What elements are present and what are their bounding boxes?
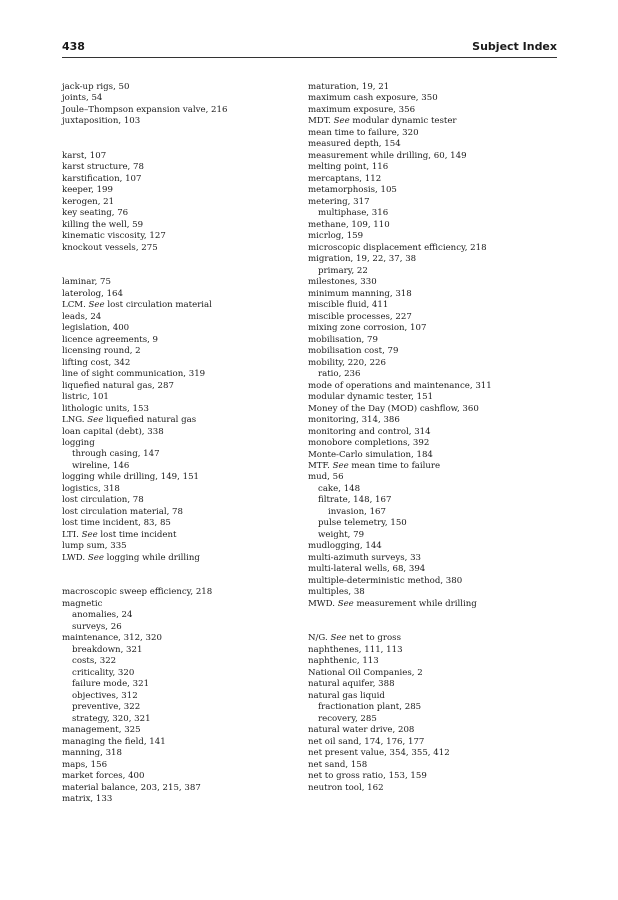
index-entry [62, 300, 302, 311]
running-header [62, 40, 557, 58]
index-gap [62, 254, 302, 277]
index-entry: mean time to failure, 320 [308, 127, 419, 138]
index-subentry: invasion, 167 [328, 506, 386, 517]
cross-reference-target: logging while drilling [103, 552, 200, 563]
index-entry: matrix, 133 [62, 793, 113, 804]
index-entry: maps, 156 [62, 759, 108, 770]
cross-reference-target: liquefied natural gas [103, 415, 197, 426]
index-entry: lifting cost, 342 [62, 357, 131, 368]
index-entry: karstification, 107 [62, 173, 142, 184]
index-entry: maintenance, 312, 320 [62, 633, 162, 644]
index-subentry: filtrate, 148, 167 [318, 495, 392, 506]
index-entry: maximum cash exposure, 350 [308, 93, 438, 104]
index-entry: juxtaposition, 103 [62, 116, 141, 127]
index-entry: melting point, 116 [308, 162, 389, 173]
index-entry: microscopic displacement efficiency, 218 [308, 242, 487, 253]
index-entry: laminar, 75 [62, 277, 111, 288]
index-entry: mobilisation, 79 [308, 334, 378, 345]
index-subentry: strategy, 320, 321 [72, 713, 151, 724]
index-entry: miscible processes, 227 [308, 311, 412, 322]
index-entry: magnetic [62, 598, 103, 609]
index-entry: natural water drive, 208 [308, 725, 415, 736]
index-entry: miscible fluid, 411 [308, 300, 389, 311]
index-subentry: breakdown, 321 [72, 644, 143, 655]
index-entry: Monte-Carlo simulation, 184 [308, 449, 433, 460]
index-subentry: multiphase, 316 [318, 208, 389, 219]
index-entry: licensing round, 2 [62, 346, 141, 357]
index-entry [308, 461, 548, 472]
index-entry: micrlog, 159 [308, 231, 364, 242]
index-entry: mixing zone corrosion, 107 [308, 323, 427, 334]
index-entry: net sand, 158 [308, 759, 368, 770]
see-reference: See [332, 460, 349, 471]
index-subentry: costs, 322 [72, 656, 117, 667]
index-entry: natural gas liquid [308, 690, 385, 701]
index-entry: karst structure, 78 [62, 162, 144, 173]
index-subentry: failure mode, 321 [72, 679, 150, 690]
cross-reference-target: modular dynamic tester [349, 116, 457, 127]
index-column-left [62, 82, 302, 805]
index-entry: lithologic units, 153 [62, 403, 149, 414]
header-rule [62, 57, 557, 58]
index-entry: managing the field, 141 [62, 736, 166, 747]
index-entry: key seating, 76 [62, 208, 129, 219]
index-entry: listric, 101 [62, 392, 109, 403]
index-entry: macroscopic sweep efficiency, 218 [62, 587, 213, 598]
see-reference: See [87, 415, 104, 426]
index-gap [62, 128, 302, 151]
index-subentry: anomalies, 24 [72, 610, 133, 621]
see-reference: See [333, 116, 350, 127]
index-entry: net oil sand, 174, 176, 177 [308, 736, 425, 747]
index-entry: methane, 109, 110 [308, 219, 390, 230]
index-entry: kinematic viscosity, 127 [62, 231, 166, 242]
index-entry: licence agreements, 9 [62, 334, 159, 345]
index-subentry: recovery, 285 [318, 713, 377, 724]
index-term: N/G. [308, 633, 331, 644]
index-entry: market forces, 400 [62, 771, 145, 782]
index-subentry: wireline, 146 [72, 460, 130, 471]
index-entry: minimum manning, 318 [308, 288, 412, 299]
index-entry: management, 325 [62, 725, 141, 736]
cross-reference-target: measurement while drilling [353, 598, 477, 609]
index-entry: naphthenic, 113 [308, 656, 379, 667]
index-entry: migration, 19, 22, 37, 38 [308, 254, 417, 265]
index-entry: joints, 54 [62, 93, 103, 104]
page-number: 438 [62, 40, 85, 53]
index-term: LCM. [62, 300, 89, 311]
cross-reference-target: net to gross [346, 633, 401, 644]
index-term: LTI. [62, 529, 82, 540]
index-subentry: weight, 79 [318, 529, 365, 540]
index-entry: leads, 24 [62, 311, 102, 322]
index-entry: modular dynamic tester, 151 [308, 392, 434, 403]
index-subentry: cake, 148 [318, 483, 361, 494]
index-entry: karst, 107 [62, 150, 107, 161]
index-term: MWD. [308, 598, 338, 609]
index-entry: net to gross ratio, 153, 159 [308, 771, 427, 782]
index-entry: Money of the Day (MOD) cashflow, 360 [308, 403, 479, 414]
index-entry: material balance, 203, 215, 387 [62, 782, 201, 793]
index-entry: legislation, 400 [62, 323, 130, 334]
index-entry: metering, 317 [308, 196, 370, 207]
index-entry: lost circulation, 78 [62, 495, 144, 506]
index-entry: jack-up rigs, 50 [62, 82, 130, 92]
index-subentry: fractionation plant, 285 [318, 702, 422, 713]
index-entry: mudlogging, 144 [308, 541, 382, 552]
see-reference: See [330, 633, 347, 644]
index-entry: metamorphosis, 105 [308, 185, 397, 196]
index-entry: monobore completions, 392 [308, 438, 430, 449]
index-entry: maturation, 19, 21 [308, 82, 390, 92]
index-entry: lost time incident, 83, 85 [62, 518, 171, 529]
index-entry: maximum exposure, 356 [308, 104, 416, 115]
index-entry: National Oil Companies, 2 [308, 667, 423, 678]
see-reference: See [88, 300, 105, 311]
index-entry: multi-azimuth surveys, 33 [308, 552, 421, 563]
index-term: LNG. [62, 415, 88, 426]
index-column-right [308, 82, 548, 794]
index-entry [62, 530, 302, 541]
index-entry: neutron tool, 162 [308, 782, 384, 793]
index-gap [308, 610, 548, 633]
index-entry [62, 415, 302, 426]
index-entry: logging [62, 437, 95, 448]
index-entry: mobility, 220, 226 [308, 357, 386, 368]
index-term: MDT. [308, 116, 334, 127]
index-entry: laterolog, 164 [62, 288, 123, 299]
index-entry: monitoring and control, 314 [308, 426, 431, 437]
see-reference: See [87, 552, 104, 563]
index-entry: measurement while drilling, 60, 149 [308, 150, 467, 161]
see-reference: See [337, 598, 354, 609]
index-entry: natural aquifer, 388 [308, 679, 395, 690]
index-entry [308, 633, 548, 644]
index-entry: mobilisation cost, 79 [308, 346, 399, 357]
index-entry: multiple-deterministic method, 380 [308, 575, 463, 586]
index-entry: multi-lateral wells, 68, 394 [308, 564, 426, 575]
index-entry: lost circulation material, 78 [62, 506, 183, 517]
index-entry: kerogen, 21 [62, 196, 115, 207]
index-entry: mode of operations and maintenance, 311 [308, 380, 492, 391]
index-entry [308, 116, 548, 127]
index-entry: liquefied natural gas, 287 [62, 380, 174, 391]
section-title: Subject Index [472, 40, 557, 53]
index-entry: measured depth, 154 [308, 139, 401, 150]
index-subentry: objectives, 312 [72, 690, 138, 701]
index-entry [308, 599, 548, 610]
index-entry: manning, 318 [62, 748, 122, 759]
index-gap [62, 564, 302, 587]
index-entry: naphthenes, 111, 113 [308, 644, 403, 655]
index-subentry: through casing, 147 [72, 449, 160, 460]
index-entry: loan capital (debt), 338 [62, 426, 164, 437]
index-subentry: pulse telemetry, 150 [318, 518, 407, 529]
index-subentry: criticality, 320 [72, 667, 135, 678]
index-entry: logistics, 318 [62, 483, 120, 494]
cross-reference-target: mean time to failure [348, 460, 441, 471]
index-entry: knockout vessels, 275 [62, 242, 158, 253]
index-entry: keeper, 199 [62, 185, 113, 196]
index-entry: mercaptans, 112 [308, 173, 382, 184]
index-subentry: ratio, 236 [318, 369, 361, 380]
cross-reference-target: lost time incident [97, 529, 177, 540]
index-subentry: preventive, 322 [72, 702, 141, 713]
index-entry: killing the well, 59 [62, 219, 144, 230]
index-subentry: surveys, 26 [72, 621, 122, 632]
index-entry: Joule–Thompson expansion valve, 216 [62, 104, 228, 115]
index-term: LWD. [62, 552, 88, 563]
index-entry: net present value, 354, 355, 412 [308, 748, 450, 759]
index-subentry: primary, 22 [318, 265, 368, 276]
index-entry: logging while drilling, 149, 151 [62, 472, 200, 483]
index-entry: milestones, 330 [308, 277, 377, 288]
index-term: MTF. [308, 460, 333, 471]
see-reference: See [81, 529, 98, 540]
index-entry: mud, 56 [308, 472, 344, 483]
index-entry: line of sight communication, 319 [62, 369, 206, 380]
cross-reference-target: lost circulation material [104, 300, 212, 311]
index-entry [62, 553, 302, 564]
index-entry: lump sum, 335 [62, 541, 127, 552]
index-entry: multiples, 38 [308, 587, 365, 598]
index-entry: monitoring, 314, 386 [308, 415, 400, 426]
